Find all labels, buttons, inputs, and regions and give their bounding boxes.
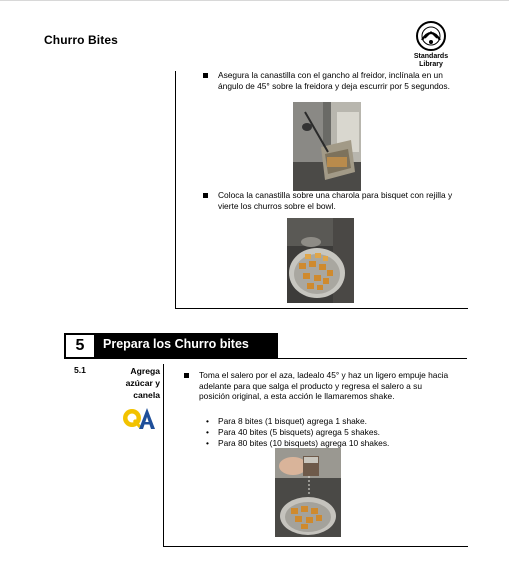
step-text-pour: Coloca la canastilla sobre una charola para bisquet con rejilla y vierte los churros sobre el bowl. — [218, 190, 453, 211]
step-label-line-3: canela — [133, 390, 160, 400]
section-title: Prepara los Churro bites — [103, 337, 249, 351]
sub-bullet-dot: • — [206, 416, 209, 426]
step-text-drain: Asegura la canastilla con el gancho al freidor, inclínala en un ángulo de 45° sobre la freidora y deja escurrir por 5 segundos. — [218, 70, 450, 91]
logo-caption-line-2: Library — [419, 61, 443, 68]
sub-item-8-bites: Para 8 bites (1 bisquet) agrega 1 shake. — [218, 416, 367, 426]
step-label-line-2: azúcar y — [125, 378, 160, 388]
logo-caption — [404, 53, 458, 69]
bullet-square — [184, 373, 189, 378]
document-title: Churro Bites — [44, 33, 118, 47]
bullet-square — [203, 193, 208, 198]
photo-churros-bowl — [287, 218, 354, 303]
section-rule — [64, 358, 467, 359]
sub-item-80-bites: Para 80 bites (10 bisquets) agrega 10 shakes. — [218, 438, 390, 448]
sub-bullet-dot: • — [206, 438, 209, 448]
photo-shake-sugar — [275, 448, 341, 537]
step-label — [108, 365, 160, 401]
top-rule — [0, 0, 509, 1]
bullet-square — [203, 73, 208, 78]
photo-basket-fryer — [293, 102, 361, 191]
section-number: 5 — [66, 335, 94, 357]
step-text-shake: Toma el salero por el aza, ladealo 45° y haz un ligero empuje hacia adelante para que salga el producto y regresa el salero a su posición original, a esta acción le llamaremos shake. — [199, 370, 449, 401]
logo-caption-line-1: Standards — [413, 53, 449, 60]
step-label-line-1: Agrega — [130, 366, 160, 376]
step-number: 5.1 — [74, 365, 86, 375]
sub-item-40-bites: Para 40 bites (5 bisquets) agrega 5 shakes. — [218, 427, 381, 437]
quality-assurance-icon — [121, 405, 157, 431]
sub-bullet-dot: • — [206, 427, 209, 437]
